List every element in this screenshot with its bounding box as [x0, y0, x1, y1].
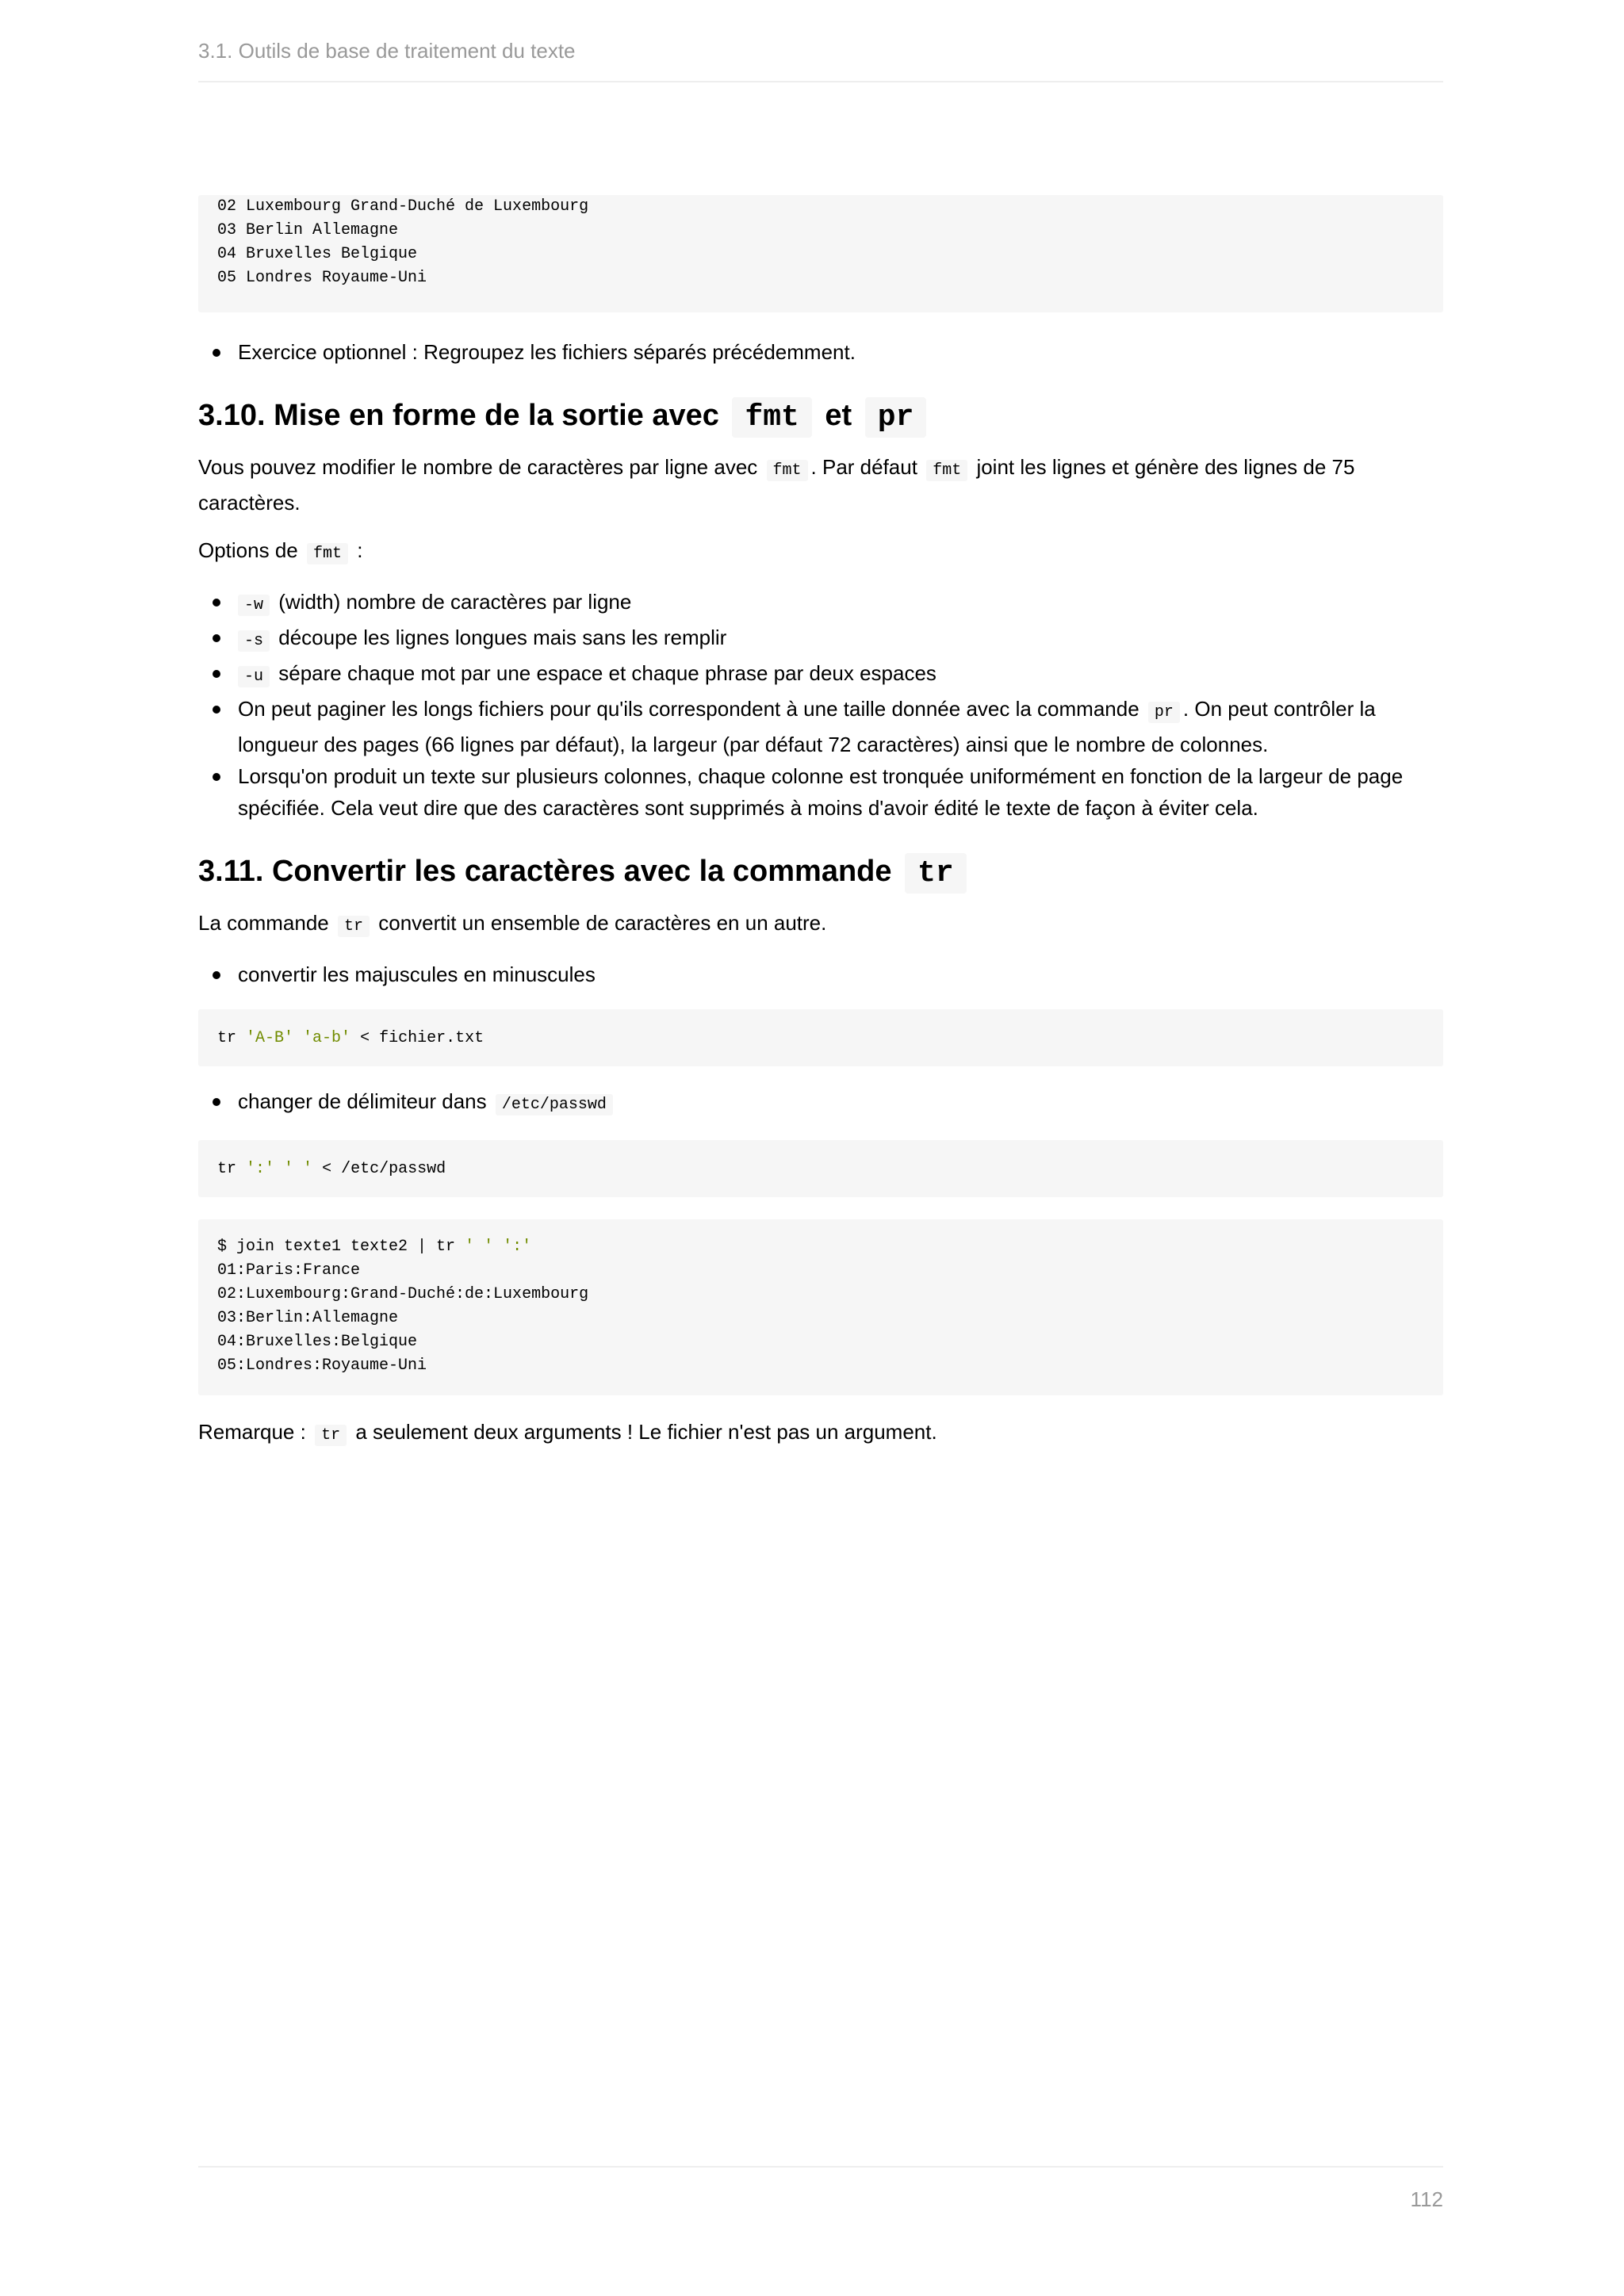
text-span: Remarque :: [198, 1420, 306, 1444]
code-block-tr-lowercase: [198, 1009, 1443, 1066]
bullet-icon: [213, 670, 220, 678]
code-token: [274, 1160, 284, 1178]
exercise-list: [198, 336, 1443, 368]
tr-usage-list-2: [198, 1085, 1443, 1121]
text-span: découpe les lignes longues mais sans les remplir: [278, 626, 727, 649]
text-span: convertir les majuscules en minuscules: [238, 962, 596, 986]
code-line: 03:Berlin:Allemagne: [217, 1309, 399, 1327]
code-string: ':': [246, 1160, 275, 1178]
bullet-icon: [213, 349, 220, 357]
text-span: changer de délimiteur dans: [238, 1089, 487, 1113]
code-line: 05:Londres:Royaume-Uni: [217, 1357, 427, 1375]
code-line: 03 Berlin Allemagne: [217, 221, 399, 239]
text-span: On peut paginer les longs fichiers pour qu'ils correspondent à une taille donnée avec la commande: [238, 697, 1139, 721]
text-span: La commande: [198, 911, 329, 935]
text-span: . Par défaut: [810, 455, 917, 479]
code-token: tr: [217, 1160, 247, 1178]
code-line: 04:Bruxelles:Belgique: [217, 1333, 418, 1351]
list-item: [198, 760, 1443, 824]
header-divider: [198, 81, 1443, 82]
text-span: Options de: [198, 538, 298, 562]
text-span: sépare chaque mot par une espace et chaque phrase par deux espaces: [278, 661, 936, 685]
code-line: 02:Luxembourg:Grand-Duché:de:Luxembourg: [217, 1285, 589, 1303]
paragraph-fmt-intro: [198, 451, 1443, 519]
inline-code: -u: [238, 666, 270, 687]
code-token: $ join texte1 texte2 | tr: [217, 1238, 465, 1256]
list-item: [198, 657, 1443, 693]
page-content: [198, 195, 1443, 1452]
code-block-join-output-tail: [198, 195, 1443, 312]
code-line: 04 Bruxelles Belgique: [217, 245, 418, 263]
section-heading-3-11: [198, 848, 1443, 897]
code-token: [293, 1029, 303, 1047]
code-string: 'A-B': [246, 1029, 294, 1047]
paragraph-options: [198, 534, 1443, 570]
code-token: < fichier.txt: [350, 1029, 485, 1047]
heading-code-tr: tr: [905, 853, 967, 894]
inline-code: fmt: [926, 460, 967, 481]
code-token: tr: [217, 1029, 247, 1047]
code-string: ' ': [465, 1238, 494, 1256]
heading-text: et: [825, 399, 852, 432]
text-span: (width) nombre de caractères par ligne: [278, 590, 632, 614]
heading-text: 3.10. Mise en forme de la sortie avec: [198, 399, 719, 432]
text-span: convertit un ensemble de caractères en un autre.: [378, 911, 827, 935]
code-line: 05 Londres Royaume-Uni: [217, 269, 427, 287]
code-line: [217, 1027, 1424, 1050]
code-string: ' ': [284, 1160, 313, 1178]
list-item: [198, 586, 1443, 622]
heading-text: 3.11. Convertir les caractères avec la commande: [198, 855, 892, 888]
inline-code: /etc/passwd: [496, 1094, 613, 1115]
heading-code-pr: pr: [865, 397, 927, 438]
bullet-icon: [213, 634, 220, 642]
text-span: Lorsqu'on produit un texte sur plusieurs colonnes, chaque colonne est tronquée uniformément en fonction de la largeur de page spécifiée. Cela veut dire que des caractères sont supprimés à moins d'avoir édité le texte de façon à éviter cela.: [238, 764, 1404, 820]
list-item: [198, 622, 1443, 657]
section-heading-3-10: [198, 392, 1443, 442]
inline-code: tr: [338, 916, 370, 937]
code-string: ':': [503, 1238, 532, 1256]
bullet-icon: [213, 706, 220, 714]
code-line: 01:Paris:France: [217, 1261, 361, 1280]
list-item: [198, 336, 1443, 368]
fmt-options-list: [198, 586, 1443, 824]
text-span: Vous pouvez modifier le nombre de caractères par ligne avec: [198, 455, 758, 479]
code-token: [493, 1238, 503, 1256]
paragraph-tr-intro: [198, 907, 1443, 943]
paragraph-remark: [198, 1416, 1443, 1452]
inline-code: pr: [1148, 702, 1180, 723]
list-item: [198, 959, 1443, 990]
bullet-icon: [213, 1098, 220, 1106]
inline-code: fmt: [767, 460, 808, 481]
text-span: joint les lignes et génère des lignes de 75 caractères.: [198, 455, 1355, 515]
code-token: < /etc/passwd: [312, 1160, 446, 1178]
heading-code-fmt: fmt: [732, 397, 811, 438]
inline-code: fmt: [307, 543, 348, 564]
bullet-icon: [213, 773, 220, 781]
code-block-tr-passwd: [198, 1140, 1443, 1197]
code-block-join-tr: [198, 1219, 1443, 1395]
bullet-icon: [213, 971, 220, 979]
bullet-icon: [213, 599, 220, 607]
code-string: 'a-b': [303, 1029, 351, 1047]
inline-code: -w: [238, 595, 270, 616]
text-span: :: [357, 538, 363, 562]
code-line: [217, 1158, 1424, 1181]
footer-divider: [198, 2166, 1443, 2168]
code-line: 02 Luxembourg Grand-Duché de Luxembourg: [217, 197, 589, 216]
list-item: [198, 1085, 1443, 1121]
running-header: 3.1. Outils de base de traitement du texte: [198, 39, 576, 63]
text-span: a seulement deux arguments ! Le fichier n'est pas un argument.: [355, 1420, 937, 1444]
text-span: . On peut contrôler la longueur des pages (66 lignes par défaut), la largeur (par défaut 72 caractères) ainsi que le nombre de colonnes.: [238, 697, 1376, 756]
inline-code: tr: [315, 1425, 347, 1446]
inline-code: -s: [238, 630, 270, 652]
list-item: [198, 693, 1443, 760]
code-line: [217, 1235, 1424, 1259]
page-number: 112: [1410, 2187, 1443, 2211]
tr-usage-list-1: [198, 959, 1443, 990]
exercise-text: Exercice optionnel : Regroupez les fichiers séparés précédemment.: [238, 340, 856, 364]
